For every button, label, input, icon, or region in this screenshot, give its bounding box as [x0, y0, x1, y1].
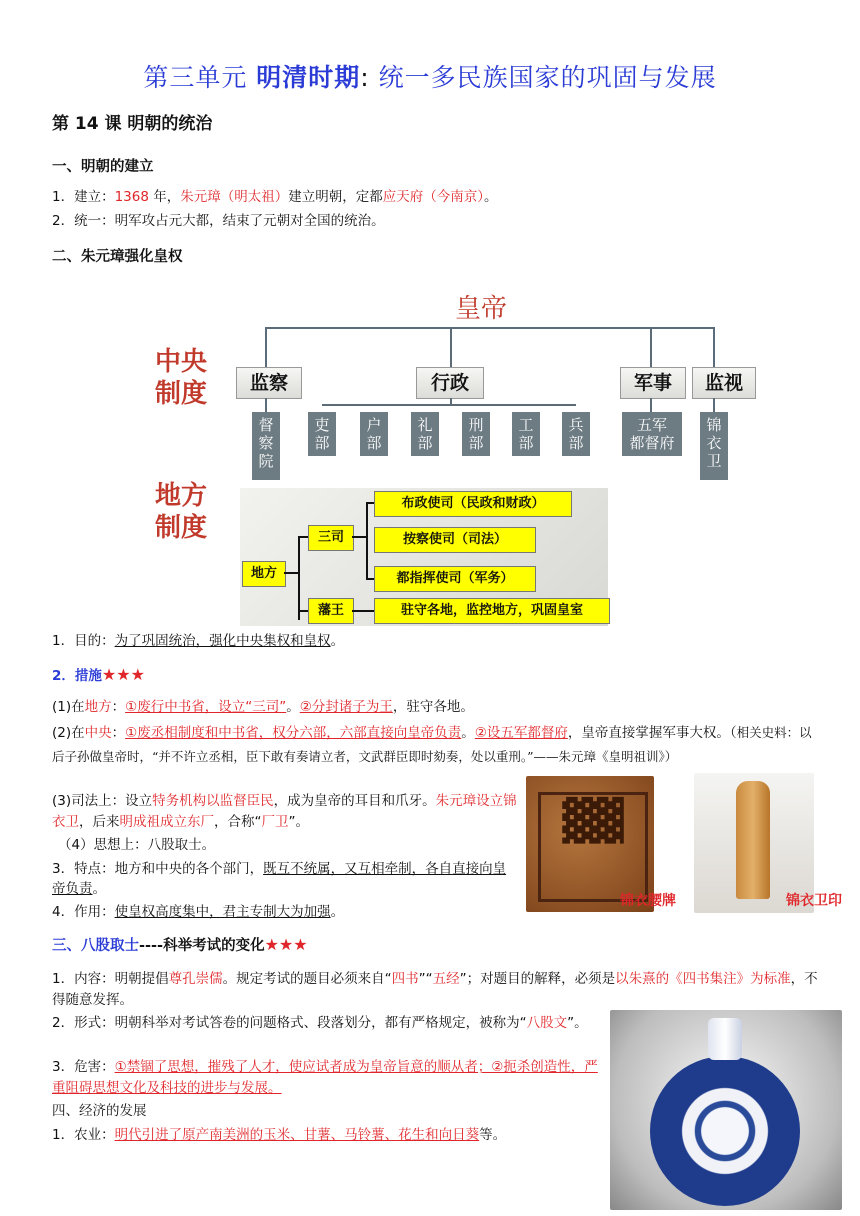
connector [713, 398, 715, 412]
porcelain-vase-photo [610, 1010, 842, 1210]
military-commission-box: 都指挥使司（军务） [374, 566, 536, 592]
dept-five-armies: 五军 都督府 [622, 412, 682, 456]
connector [284, 572, 298, 574]
connector [366, 502, 374, 504]
section-heading-2: 二、朱元璋强化皇权 [52, 249, 183, 265]
exam-form: 2．形式：明朝科举对考试答卷的问题格式、段落划分，都有严格规定，被称为“八股文”。 [52, 1015, 588, 1031]
central-system-label: 中央 制度 [155, 347, 208, 409]
exam-content: 1．内容：明朝提倡尊孔崇儒。规定考试的题目必须来自“四书”“五经”；对题目的解释，必须是以朱熹的《四书集注》为标准，不得随意发挥。 [52, 971, 818, 1008]
star-rating: ★★★ [101, 665, 145, 684]
power-structure-diagram [150, 282, 770, 630]
connector [298, 610, 308, 612]
emperor-label: 皇帝 [455, 294, 508, 324]
caption-seal: 锦衣卫印 [786, 893, 842, 909]
lesson-title: 第 14 课 明朝的统治 [52, 114, 213, 134]
local-system-label: 地方 制度 [155, 481, 208, 543]
caption-waist-tag: 锦衣腰牌 [620, 893, 676, 909]
connector [366, 502, 368, 579]
dept-revenue: 户 部 [360, 412, 388, 456]
connector [352, 610, 374, 612]
admin-commission-box: 布政使司（民政和财政） [374, 491, 572, 517]
category-military: 军事 [620, 367, 686, 399]
section-heading-3: 三、八股取士----科举考试的变化★★★ [52, 935, 308, 954]
agriculture-line: 1．农业：明代引进了原产南美洲的玉米、甘薯、马铃薯、花生和向日葵等。 [52, 1127, 507, 1143]
measure-local: (1)在地方：①废行中书省，设立“三司”。②分封诸子为王，驻守各地。 [52, 699, 474, 715]
connector [450, 327, 452, 367]
line-founding: 1．建立：1368 年，朱元璋（明太祖）建立明朝，定都应天府（今南京）。 [52, 189, 498, 205]
measure-judicial: (3)司法上：设立特务机构以监督臣民，成为皇帝的耳目和爪牙。朱元璋设立锦衣卫，后来明成祖成立东厂，合称“厂卫”。 [52, 793, 517, 830]
section-heading-4: 四、经济的发展 [52, 1103, 147, 1119]
connector [298, 536, 308, 538]
connector [650, 398, 652, 412]
category-administration: 行政 [416, 367, 484, 399]
unit-title: 第三单元 明清时期: 统一多民族国家的巩固与发展 [143, 63, 717, 92]
connector [265, 398, 267, 412]
connector [450, 398, 452, 406]
section-heading-1: 一、明朝的建立 [52, 159, 154, 175]
effect-line: 4．作用：使皇权高度集中，君主专制大为加强。 [52, 904, 345, 920]
connector [265, 327, 267, 367]
purpose-line: 1．目的：为了巩固统治，强化中央集权和皇权。 [52, 633, 345, 649]
connector [322, 404, 576, 406]
feature-line: 3．特点：地方和中央的各个部门，既互不统属，又互相牵制，各自直接向皇帝负责。 [52, 861, 507, 897]
connector [298, 536, 300, 620]
dept-censorate: 督 察 院 [252, 412, 280, 480]
dept-justice: 刑 部 [462, 412, 490, 456]
princes-box: 藩王 [308, 598, 354, 624]
three-offices-box: 三司 [308, 525, 354, 551]
seal-pattern: ▓▓ [538, 792, 648, 902]
dept-embroidered-guard: 锦 衣 卫 [700, 412, 728, 480]
connector [366, 578, 374, 580]
star-rating: ★★★ [264, 935, 308, 954]
princes-desc-box: 驻守各地，监控地方，巩固皇室 [374, 598, 610, 624]
category-surveillance: 监视 [692, 367, 756, 399]
measures-heading: 2．措施★★★ [52, 665, 145, 684]
connector [265, 327, 714, 329]
category-supervision: 监察 [236, 367, 302, 399]
local-root-box: 地方 [242, 561, 286, 587]
surveillance-commission-box: 按察使司（司法） [374, 527, 536, 553]
dept-personnel: 吏 部 [308, 412, 336, 456]
connector [713, 327, 715, 367]
connector [650, 327, 652, 367]
measure-ideology: （4）思想上：八股取士。 [58, 837, 216, 853]
dept-works: 工 部 [512, 412, 540, 456]
vase-body [650, 1056, 800, 1206]
connector [352, 536, 366, 538]
dept-rites: 礼 部 [411, 412, 439, 456]
vase-neck [708, 1018, 742, 1060]
line-unification: 2．统一：明军攻占元大都，结束了元朝对全国的统治。 [52, 213, 385, 229]
measure-central: (2)在中央：①废丞相制度和中书省，权分六部，六部直接向皇帝负责。②设五军都督府，皇帝直接掌握军事大权。（相关史料：以后子孙做皇帝时，“并不许立丞相，臣下敢有奏请立者，文武群臣即时劾奏，处以重刑。”——朱元璋《皇明祖训》） [52, 725, 812, 764]
dept-war: 兵 部 [562, 412, 590, 456]
exam-harm: 3．危害：①禁锢了思想，摧残了人才，使应试者成为皇帝旨意的顺从者；②扼杀创造性，严重阻碍思想文化及科技的进步与发展。 [52, 1059, 598, 1096]
seal-shape [736, 781, 770, 899]
